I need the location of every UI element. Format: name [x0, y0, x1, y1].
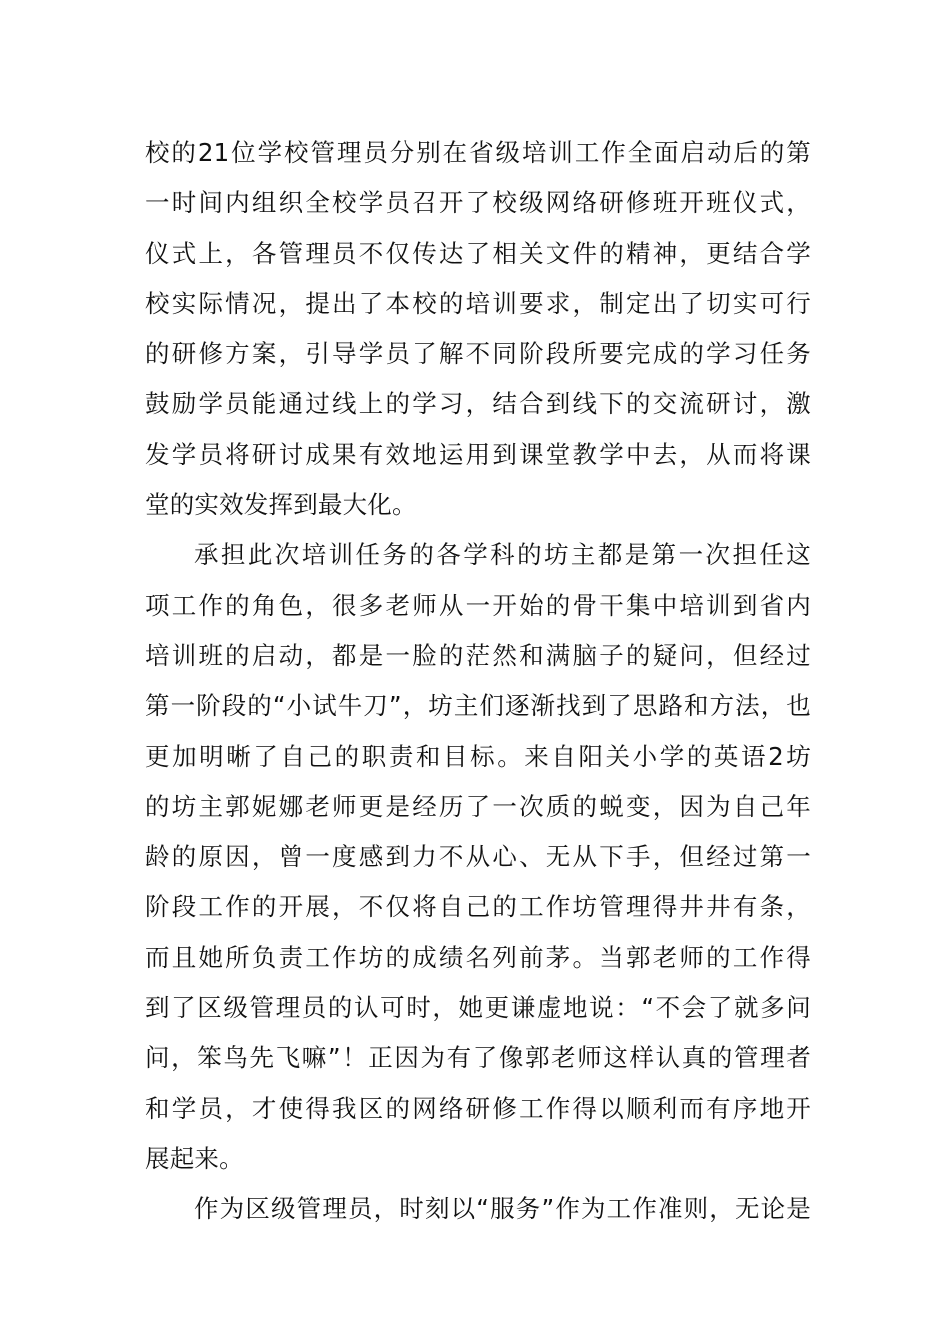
- text-line: 项工作的角色，很多老师从一开始的骨干集中培训到省内: [145, 590, 811, 620]
- text-line: 校实际情况，提出了本校的培训要求，制定出了切实可行: [145, 288, 811, 318]
- text-line-paragraph-end: 堂的实效发挥到最大化。: [145, 490, 417, 520]
- text-line: 发学员将研讨成果有效地运用到课堂教学中去，从而将课: [145, 439, 811, 469]
- text-line: 问，笨鸟先飞嘛”！正因为有了像郭老师这样认真的管理者: [145, 1043, 811, 1073]
- text-line: 的坊主郭妮娜老师更是经历了一次质的蜕变，因为自己年: [145, 791, 811, 821]
- text-line-paragraph-start: 作为区级管理员，时刻以“服务”作为工作准则，无论是: [194, 1194, 811, 1224]
- text-line: 到了区级管理员的认可时，她更谦虚地说：“不会了就多问: [145, 993, 811, 1023]
- text-line: 一时间内组织全校学员召开了校级网络研修班开班仪式，: [145, 188, 811, 218]
- text-line: 校的21位学校管理员分别在省级培训工作全面启动后的第: [145, 138, 811, 167]
- text-line: 阶段工作的开展，不仅将自己的工作坊管理得井井有条，: [145, 892, 811, 922]
- text-line: 和学员，才使得我区的网络研修工作得以顺利而有序地开: [145, 1093, 811, 1123]
- text-line: 龄的原因，曾一度感到力不从心、无从下手，但经过第一: [145, 842, 811, 872]
- text-line: 仪式上，各管理员不仅传达了相关文件的精神，更结合学: [145, 238, 811, 268]
- text-line: 而且她所负责工作坊的成绩名列前茅。当郭老师的工作得: [145, 942, 811, 972]
- text-line: 的研修方案，引导学员了解不同阶段所要完成的学习任务: [145, 339, 811, 369]
- text-line: 鼓励学员能通过线上的学习，结合到线下的交流研讨，激: [145, 389, 811, 419]
- text-line: 更加明晰了自己的职责和目标。来自阳关小学的英语2坊: [145, 741, 811, 771]
- text-line: 培训班的启动，都是一脸的茫然和满脑子的疑问，但经过: [145, 640, 811, 670]
- text-line-paragraph-end: 展起来。: [145, 1143, 244, 1173]
- text-line: 第一阶段的“小试牛刀”，坊主们逐渐找到了思路和方法，也: [145, 691, 811, 721]
- text-line-paragraph-start: 承担此次培训任务的各学科的坊主都是第一次担任这: [194, 540, 811, 570]
- body-text: [145, 128, 811, 1235]
